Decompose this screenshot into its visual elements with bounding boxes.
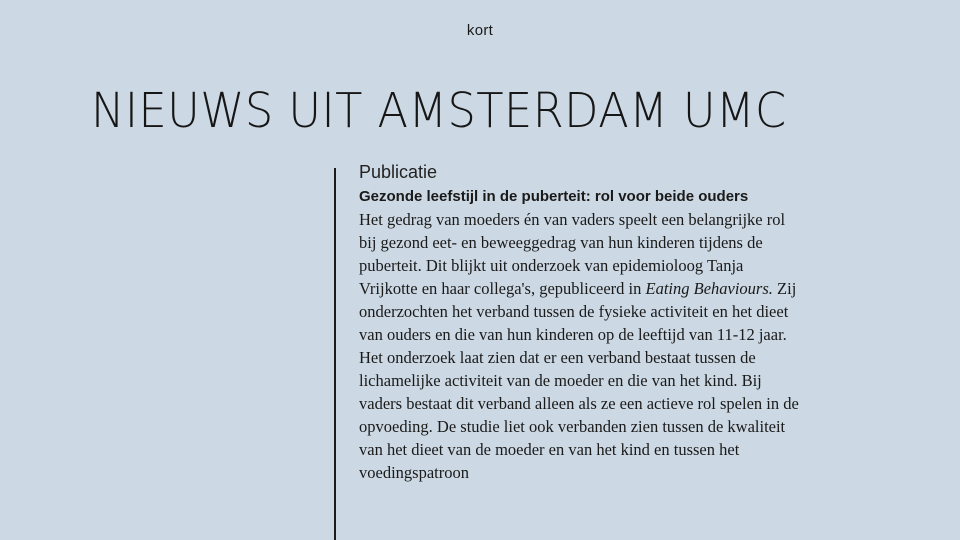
page-title: NIEUWS UIT AMSTERDAM UMC [91,83,787,139]
section-label: kort [466,22,494,39]
article-category: Publicatie [359,162,438,182]
journal-title: Eating Behaviours. [645,279,773,298]
paragraph-text: Zij onderzochten het verband tussen de fysieke activiteit en het dieet van ouders en die van hun kinderen op de leeftijd van 11-12 jaar. [359,279,797,344]
paragraph-text: Het gedrag van moeders én van vaders speelt een belangrijke rol bij gezond eet- en beweeggedrag van hun kinderen tijdens de puberteit. Dit blijkt uit onderzoek van epidemioloog Tanja Vrijkotte en haar collega's, gepubliceerd in [359,210,786,298]
article-paragraph-1 [359,208,799,346]
article-paragraph-2: Het onderzoek laat zien dat er een verband bestaat tussen de lichamelijke activiteit van de moeder en die van het kind. Bij vaders bestaat dit verband alleen als ze een actieve rol spelen in de opvoeding. De studie liet ook verbanden zien tussen de kwaliteit van het dieet van de moeder en van het kind en tussen het voedingspatroon [359,348,799,482]
column-divider [334,168,336,540]
article-headline: Gezonde leefstijl in de puberteit: rol voor beide ouders [359,188,749,205]
article [359,160,799,484]
